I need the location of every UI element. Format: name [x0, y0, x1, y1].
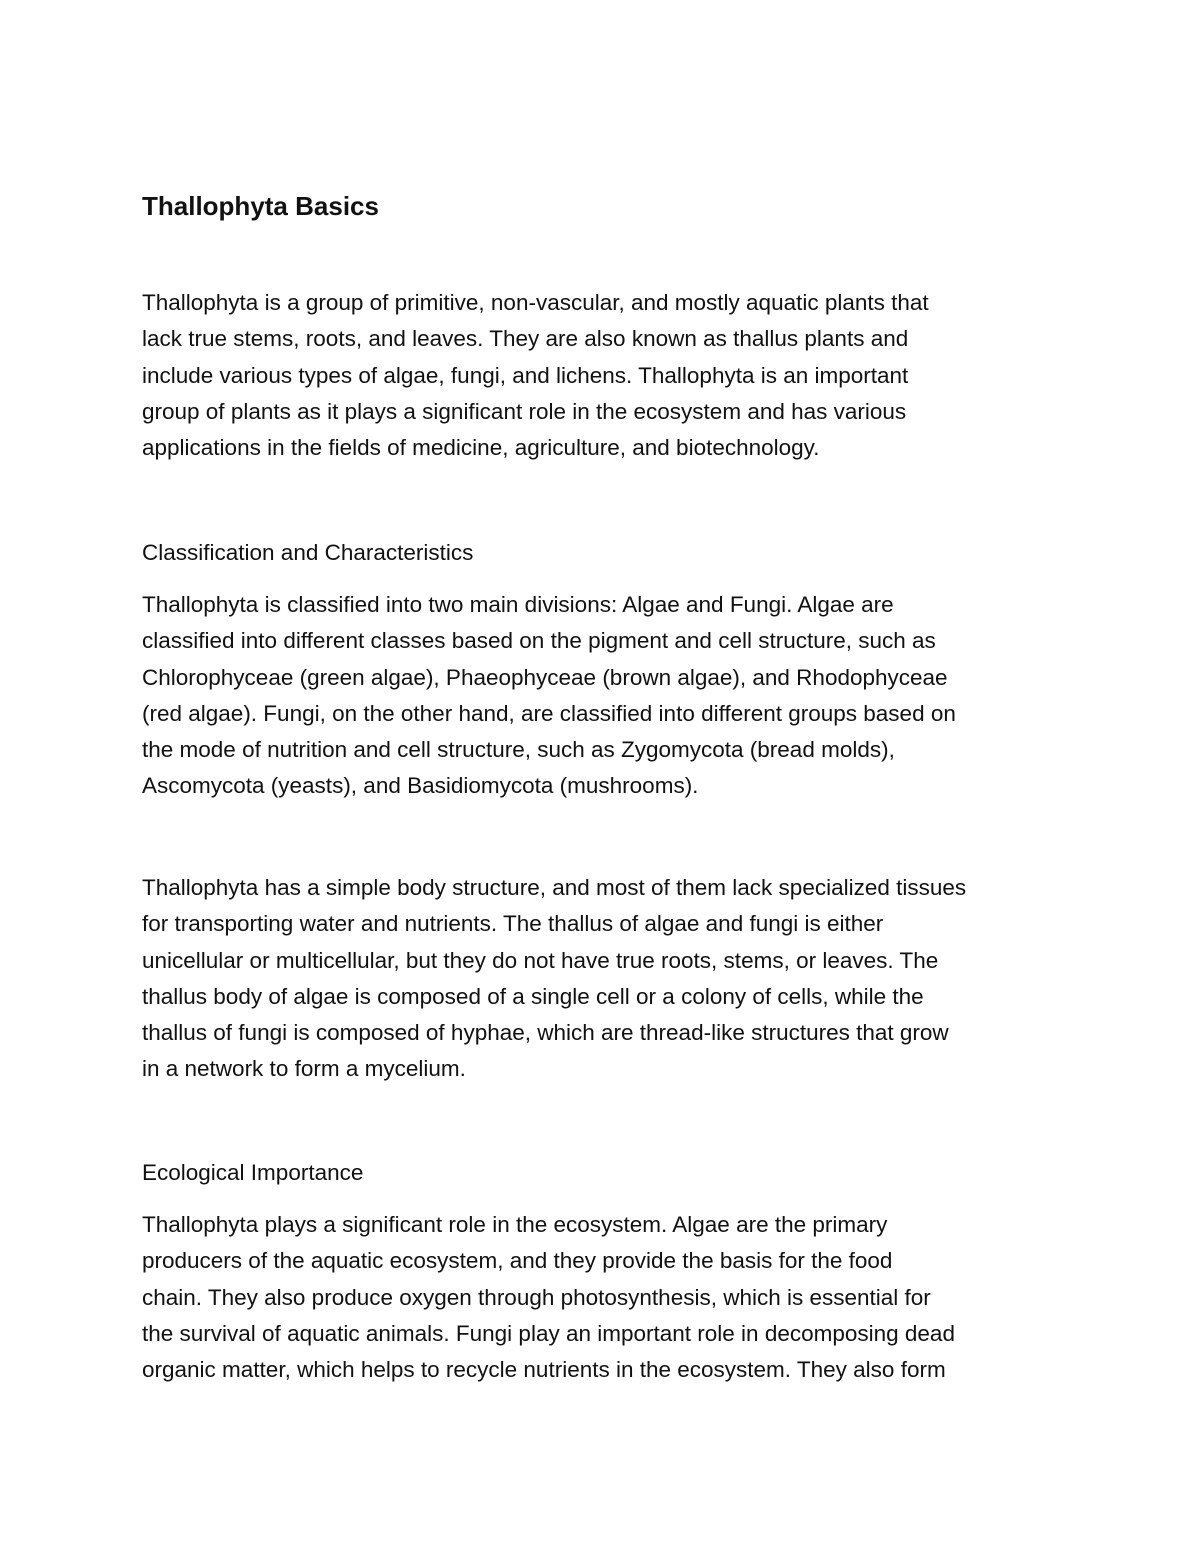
ecological-paragraph: Thallophyta plays a significant role in the ecosystem. Algae are the primary producers of the aquatic ecosystem, and they provide the basis for the food chain. They also produce oxygen through photosynthesis, which is essential for the survival of aquatic animals. Fungi play an important role in decomposing dead organic matter, which helps to recycle nutrients in the ecosystem. They also form [142, 1212, 955, 1383]
section-heading-ecological-importance: Ecological Importance [142, 1160, 364, 1185]
section-heading-classification: Classification and Characteristics [142, 540, 474, 565]
classification-paragraph: Thallophyta is classified into two main divisions: Algae and Fungi. Algae are classified into different classes based on the pigment and cell structure, such as Chlorophyceae (green algae), Phaeophyceae (brown algae), and Rhodophyceae (red algae). Fungi, on the other hand, are classified into different groups based on the mode of nutrition and cell structure, such as Zygomycota (bread molds), Ascomycota (yeasts), and Basidiomycota (mushrooms). [142, 592, 956, 799]
intro-paragraph: Thallophyta is a group of primitive, non-vascular, and mostly aquatic plants that lack true stems, roots, and leaves. They are also known as thallus plants and include various types of algae, fungi, and lichens. Thallophyta is an important group of plants as it plays a significant role in the ecosystem and has various applications in the fields of medicine, agriculture, and biotechnology. [142, 290, 929, 461]
document-title: Thallophyta Basics [142, 191, 379, 221]
body-structure-paragraph: Thallophyta has a simple body structure, and most of them lack specialized tissues for transporting water and nutrients. The thallus of algae and fungi is either unicellular or multicellular, but they do not have true roots, stems, or leaves. The thallus body of algae is composed of a single cell or a colony of cells, while the thallus of fungi is composed of hyphae, which are thread-like structures that grow in a network to form a mycelium. [142, 875, 967, 1082]
